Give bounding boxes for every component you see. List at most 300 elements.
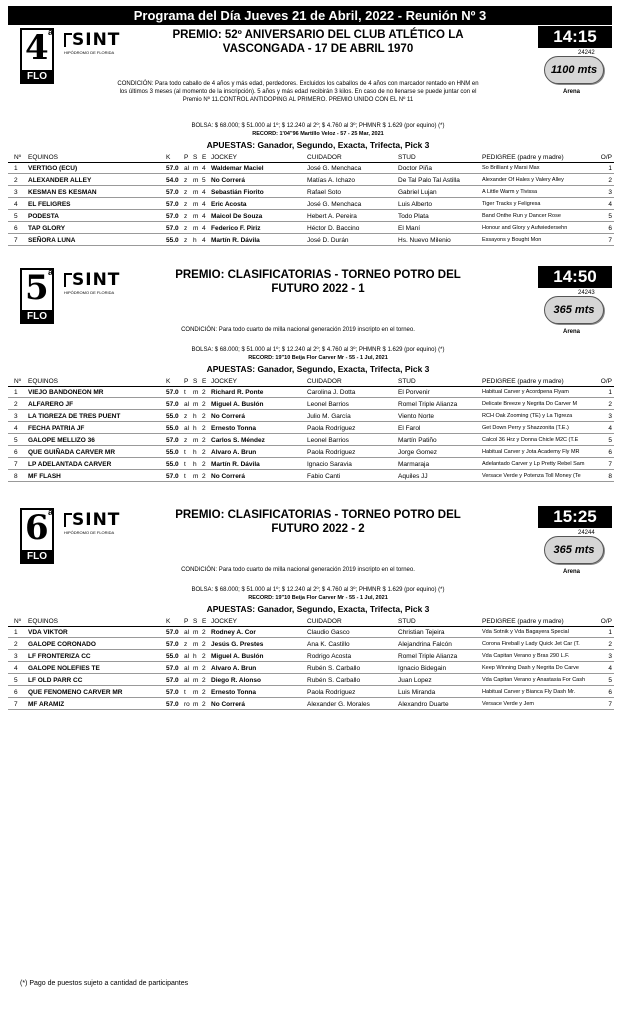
race-title-line2: FUTURO 2022 - 2: [271, 523, 365, 535]
cell-stud: Romel Triple Alianza: [398, 401, 458, 408]
cell-p: z: [184, 213, 188, 220]
cell-jockey: Federico F. Piriz: [211, 225, 261, 232]
table-row: [8, 236, 614, 246]
cell-e: 2: [202, 701, 206, 708]
col-stud: STUD: [398, 378, 416, 385]
cell-k: 57.0: [166, 201, 179, 208]
cell-k: 57.0: [166, 701, 179, 708]
cell-op: 7: [608, 237, 612, 244]
cell-k: 57.0: [166, 189, 179, 196]
cell-op: 7: [608, 701, 612, 708]
col-pedigree: PEDIGREE (padre y madre): [482, 618, 564, 625]
cell-n: 6: [14, 689, 18, 696]
cell-equino: MF FLASH: [28, 473, 61, 480]
cell-pedigree: Vda Sotnik y Vda Bagayera Special: [482, 629, 569, 635]
col-e: E: [202, 154, 207, 161]
cell-stud: Christian Tejeira: [398, 629, 445, 636]
cell-jockey: No Correrá: [211, 177, 245, 184]
col-jockey: JOCKEY: [211, 154, 238, 161]
bet-types: APUESTAS: Ganador, Segundo, Exacta, Trifecta, Pick 3: [206, 604, 430, 614]
condition-line1: CONDICIÓN: Para todo cuarto de milla nacional generación 2019 inscripto en el torneo.: [181, 327, 415, 333]
cell-equino: GALOPE NOLEFIES TE: [28, 665, 100, 672]
cell-equino: GALOPE MELLIZO 36: [28, 437, 95, 444]
cell-s: m: [193, 213, 199, 220]
cell-equino: VERTIGO (ECU): [28, 165, 78, 172]
cell-jockey: Jesús G. Prestes: [211, 641, 264, 648]
col-n: Nº: [14, 154, 22, 161]
cell-s: m: [193, 701, 199, 708]
cell-pedigree: Essayons y Bought Mon: [482, 237, 542, 243]
cell-jockey: Martín R. Dávila: [211, 237, 260, 244]
cell-stud: Hs. Nuevo Milenio: [398, 237, 451, 244]
race-number-box: [20, 508, 54, 552]
cell-stud: Martín Patiño: [398, 437, 437, 444]
condition-line2: los últimos 3 meses (al momento de la inscripción). 5 años y más edad recibirán 3 kilos. En caso de no llenarse se puede juntar con el: [119, 89, 477, 95]
cell-stud: Alejandrina Falcón: [398, 641, 452, 648]
cell-jockey: Ernesto Tonna: [211, 689, 257, 696]
table-row: [8, 424, 614, 434]
cell-s: m: [193, 165, 199, 172]
table-row: [8, 188, 614, 198]
cell-equino: LF FRONTERIZA CC: [28, 653, 91, 660]
cell-k: 57.0: [166, 641, 179, 648]
cell-e: 2: [202, 677, 206, 684]
race-title: [158, 508, 478, 536]
cell-e: 2: [202, 665, 206, 672]
race-number: 6: [25, 508, 49, 548]
cell-s: m: [193, 473, 199, 480]
table-row: [8, 224, 614, 234]
cell-cuidador: Leonel Barrios: [307, 401, 349, 408]
cell-s: m: [193, 389, 199, 396]
bet-types: APUESTAS: Ganador, Segundo, Exacta, Trifecta, Pick 3: [206, 364, 430, 374]
sint-logo: [64, 30, 124, 54]
cell-op: 6: [608, 225, 612, 232]
cell-equino: SEÑORA LUNA: [28, 237, 76, 244]
cell-pedigree: Keep Winning Dash y Negrita Do Carve: [482, 665, 579, 671]
cell-k: 57.0: [166, 665, 179, 672]
cell-pedigree: Calcol 36 Hrz y Donna Chicle M2C (T.E: [482, 437, 579, 443]
track-surface: Arena: [563, 329, 581, 335]
track-surface: Arena: [563, 89, 581, 95]
cell-cuidador: Paola Rodríguez: [307, 689, 356, 696]
cell-pedigree: Habitual Carver y Acordpena Flyam: [482, 389, 569, 395]
flo-badge: FLO: [20, 310, 54, 324]
cell-jockey: Rodney A. Cor: [211, 629, 256, 636]
table-row: [8, 652, 614, 662]
cell-s: h: [193, 425, 197, 432]
cell-cuidador: José D. Durán: [307, 237, 349, 244]
cell-cuidador: Rafael Soto: [307, 189, 341, 196]
bet-types: APUESTAS: Ganador, Segundo, Exacta, Trifecta, Pick 3: [206, 140, 430, 150]
cell-stud: El Farol: [398, 425, 421, 432]
track-record: RECORD: 1'04"96 Martillo Veloz - 57 - 25 Mar, 2021: [252, 131, 384, 137]
cell-cuidador: José G. Menchaca: [307, 165, 362, 172]
table-row: [8, 448, 614, 458]
cell-pedigree: Versace Verde y Jem: [482, 701, 534, 707]
cell-equino: LA TIGREZA DE TRES PUENT: [28, 413, 121, 420]
cell-k: 57.0: [166, 213, 179, 220]
col-s: S: [193, 378, 198, 385]
col-op: O/P: [600, 154, 612, 161]
race-code: 24242: [578, 50, 595, 56]
cell-e: 2: [202, 653, 206, 660]
sint-logo: [64, 270, 124, 294]
cell-e: 2: [202, 689, 206, 696]
distance-badge: 365 mts: [544, 296, 604, 324]
cell-stud: Jorge Gomez: [398, 449, 438, 456]
cell-jockey: Alvaro A. Brun: [211, 449, 257, 456]
col-jockey: JOCKEY: [211, 618, 238, 625]
purse-info: [88, 122, 548, 138]
col-k: K: [166, 154, 171, 161]
cell-k: 57.0: [166, 437, 179, 444]
table-row: [8, 388, 614, 398]
col-stud: STUD: [398, 618, 416, 625]
cell-e: 4: [202, 165, 206, 172]
cell-p: z: [184, 437, 188, 444]
cell-p: z: [184, 201, 188, 208]
purse-text: BOLSA: $ 68.000; $ 51.000 al 1º; $ 12.240 al 2º; $ 4.760 al 3º; PHMNR $ 1.629 (por equino) (*): [191, 347, 445, 353]
race-number-ordinal: a: [48, 27, 54, 37]
cell-jockey: Richard R. Ponte: [211, 389, 264, 396]
cell-pedigree: Alexander Of Hales y Valery Alley: [482, 177, 564, 183]
cell-equino: QUE FENOMENO CARVER MR: [28, 689, 123, 696]
cell-e: 2: [202, 641, 206, 648]
cell-pedigree: Versace Verde y Potenza Toll Money (Te: [482, 473, 581, 479]
col-k: K: [166, 618, 171, 625]
race-block: [8, 266, 614, 511]
cell-e: 4: [202, 201, 206, 208]
purse-info: [88, 586, 548, 602]
cell-e: 2: [202, 401, 206, 408]
cell-op: 2: [608, 177, 612, 184]
cell-stud: Ignacio Bidegain: [398, 665, 447, 672]
col-cuidador: CUIDADOR: [307, 154, 342, 161]
cell-stud: Juan Lopez: [398, 677, 432, 684]
cell-p: z: [184, 177, 188, 184]
flo-badge: FLO: [20, 70, 54, 84]
cell-cuidador: Paola Rodríguez: [307, 449, 356, 456]
cell-equino: VDA VIKTOR: [28, 629, 68, 636]
cell-jockey: No Correrá: [211, 413, 245, 420]
cell-stud: El Porvenir: [398, 389, 430, 396]
cell-cuidador: Claudio Gasco: [307, 629, 350, 636]
cell-pedigree: Adelantado Carver y Lp Pretty Rebel Sam: [482, 461, 585, 467]
col-s: S: [193, 154, 198, 161]
cell-p: al: [184, 401, 190, 408]
cell-p: al: [184, 665, 190, 672]
cell-e: 5: [202, 177, 206, 184]
cell-n: 8: [14, 473, 18, 480]
distance-badge: 1100 mts: [544, 56, 604, 84]
cell-equino: ALFARERO JF: [28, 401, 74, 408]
cell-k: 54.0: [166, 177, 179, 184]
logo-text: SINT: [72, 30, 121, 50]
cell-pedigree: Habitual Carver y Bianca Fly Dash Mr.: [482, 689, 576, 695]
cell-e: 2: [202, 425, 206, 432]
col-s: S: [193, 618, 198, 625]
cell-n: 2: [14, 641, 18, 648]
cell-equino: FECHA PATRIA JF: [28, 425, 85, 432]
cell-cuidador: Rubén S. Carballo: [307, 677, 361, 684]
cell-n: 4: [14, 425, 18, 432]
cell-op: 3: [608, 189, 612, 196]
cell-n: 5: [14, 437, 18, 444]
logo-subtitle: HIPÓDROMO DE FLORIDA: [64, 530, 115, 535]
cell-equino: GALOPE CORONADO: [28, 641, 96, 648]
logo-text: SINT: [72, 270, 121, 290]
cell-stud: Luis Alberto: [398, 201, 432, 208]
cell-cuidador: Ana K. Castillo: [307, 641, 350, 648]
cell-jockey: Sebastián Fiorito: [211, 189, 264, 196]
cell-op: 4: [608, 665, 612, 672]
col-equinos: EQUINOS: [28, 618, 58, 625]
entries-header: [8, 617, 614, 627]
race-title-line2: FUTURO 2022 - 1: [271, 283, 365, 295]
table-row: [8, 460, 614, 470]
cell-op: 5: [608, 213, 612, 220]
cell-n: 3: [14, 413, 18, 420]
cell-e: 2: [202, 473, 206, 480]
cell-e: 4: [202, 237, 206, 244]
cell-k: 57.0: [166, 401, 179, 408]
cell-k: 55.0: [166, 461, 179, 468]
cell-stud: Alexandro Duarte: [398, 701, 449, 708]
race-number-ordinal: a: [48, 507, 54, 517]
cell-k: 57.0: [166, 225, 179, 232]
cell-jockey: Alvaro A. Brun: [211, 665, 257, 672]
track-record: RECORD: 19"10 Beija Flor Carver Mr - 55 - 1 Jul, 2021: [248, 355, 388, 361]
cell-cuidador: Matías A. Ichazo: [307, 177, 356, 184]
cell-equino: PODESTA: [28, 213, 59, 220]
table-row: [8, 688, 614, 698]
cell-s: h: [193, 237, 197, 244]
cell-e: 2: [202, 437, 206, 444]
race-block: [8, 506, 614, 751]
cell-p: t: [184, 461, 186, 468]
cell-cuidador: Hebert A. Pereira: [307, 213, 357, 220]
cell-equino: EL FELIGRES: [28, 201, 71, 208]
cell-k: 57.0: [166, 389, 179, 396]
race-time: 14:50: [538, 266, 612, 288]
logo-subtitle: HIPÓDROMO DE FLORIDA: [64, 290, 115, 295]
cell-s: h: [193, 461, 197, 468]
cell-op: 7: [608, 461, 612, 468]
cell-equino: ALEXANDER ALLEY: [28, 177, 92, 184]
cell-s: m: [193, 677, 199, 684]
col-e: E: [202, 378, 207, 385]
cell-op: 2: [608, 401, 612, 408]
flo-badge: FLO: [20, 550, 54, 564]
table-row: [8, 212, 614, 222]
cell-pedigree: Band Onthe Run y Dancer Rose: [482, 213, 561, 219]
cell-stud: Doctor Piña: [398, 165, 432, 172]
col-n: Nº: [14, 618, 22, 625]
cell-op: 1: [608, 165, 612, 172]
race-code: 24244: [578, 530, 595, 536]
cell-jockey: No Correrá: [211, 701, 245, 708]
cell-s: m: [193, 225, 199, 232]
table-row: [8, 436, 614, 446]
cell-p: z: [184, 641, 188, 648]
cell-cuidador: Héctor D. Baccino: [307, 225, 360, 232]
cell-n: 7: [14, 701, 18, 708]
cell-pedigree: Vda Capitan Verano y Anastasia For Cash: [482, 677, 586, 683]
cell-stud: Gabriel Lujan: [398, 189, 437, 196]
cell-k: 55.0: [166, 425, 179, 432]
cell-jockey: Miguel A. Buslón: [211, 653, 264, 660]
sint-logo: [64, 510, 124, 534]
cell-e: 4: [202, 189, 206, 196]
cell-pedigree: Get Down Perry y Shazzonita (T.E.): [482, 425, 569, 431]
cell-p: al: [184, 425, 190, 432]
cell-p: z: [184, 189, 188, 196]
table-row: [8, 472, 614, 482]
cell-s: m: [193, 401, 199, 408]
col-op: O/P: [600, 618, 612, 625]
table-row: [8, 400, 614, 410]
table-row: [8, 200, 614, 210]
cell-p: t: [184, 473, 186, 480]
cell-cuidador: Carolina J. Dotta: [307, 389, 356, 396]
cell-s: m: [193, 641, 199, 648]
cell-jockey: Eric Acosta: [211, 201, 247, 208]
cell-cuidador: Paola Rodríguez: [307, 425, 356, 432]
cell-stud: Viento Norte: [398, 413, 435, 420]
cell-k: 55.0: [166, 653, 179, 660]
cell-cuidador: Rubén S. Carballo: [307, 665, 361, 672]
condition-line1: CONDICIÓN: Para todo cuarto de milla nacional generación 2019 inscripto en el torneo.: [181, 567, 415, 573]
cell-stud: Marmaraja: [398, 461, 430, 468]
race-condition: [148, 566, 448, 574]
cell-n: 4: [14, 201, 18, 208]
col-p: P: [184, 618, 189, 625]
cell-pedigree: Tiger Tracks y Feligresa: [482, 201, 541, 207]
race-title-line2: VASCONGADA - 17 DE ABRIL 1970: [222, 43, 414, 55]
cell-s: m: [193, 665, 199, 672]
cell-e: 2: [202, 413, 206, 420]
cell-jockey: Diego R. Alonso: [211, 677, 261, 684]
cell-e: 4: [202, 213, 206, 220]
cell-p: ro: [184, 701, 190, 708]
condition-line3: Premio Nº 11.CONTROL ANTIDOPING AL PRIMERO. PREMIO UNIDO CON EL Nº 11: [182, 97, 414, 103]
col-e: E: [202, 618, 207, 625]
cell-op: 3: [608, 413, 612, 420]
logo-text: SINT: [72, 510, 121, 530]
logo-subtitle: HIPÓDROMO DE FLORIDA: [64, 50, 115, 55]
cell-stud: Luis Miranda: [398, 689, 436, 696]
race-condition: [148, 326, 448, 334]
cell-equino: LP ADELANTADA CARVER: [28, 461, 112, 468]
cell-n: 2: [14, 177, 18, 184]
cell-cuidador: José G. Menchaca: [307, 201, 362, 208]
cell-jockey: Martín R. Dávila: [211, 461, 260, 468]
cell-p: al: [184, 677, 190, 684]
cell-op: 5: [608, 677, 612, 684]
logo-mark-icon: [64, 513, 72, 527]
col-cuidador: CUIDADOR: [307, 378, 342, 385]
col-p: P: [184, 378, 189, 385]
cell-p: al: [184, 165, 190, 172]
cell-s: m: [193, 177, 199, 184]
cell-k: 57.0: [166, 165, 179, 172]
cell-op: 4: [608, 425, 612, 432]
logo-mark-icon: [64, 33, 72, 47]
cell-cuidador: Alexander G. Morales: [307, 701, 370, 708]
cell-p: z: [184, 225, 188, 232]
cell-pedigree: A Little Warm y Tivissa: [482, 189, 538, 195]
race-title: [158, 28, 478, 56]
table-row: [8, 176, 614, 186]
cell-jockey: Maicol De Souza: [211, 213, 263, 220]
race-code: 24243: [578, 290, 595, 296]
cell-pedigree: Delicate Breeze y Negrita Do Carver M: [482, 401, 578, 407]
cell-op: 2: [608, 641, 612, 648]
col-stud: STUD: [398, 154, 416, 161]
cell-s: m: [193, 629, 199, 636]
cell-n: 3: [14, 189, 18, 196]
race-title-line1: PREMIO: CLASIFICATORIAS - TORNEO POTRO DEL: [175, 269, 461, 281]
cell-n: 7: [14, 237, 18, 244]
cell-s: h: [193, 449, 197, 456]
table-row: [8, 640, 614, 650]
cell-p: t: [184, 449, 186, 456]
col-n: Nº: [14, 378, 22, 385]
cell-stud: De Tal Palo Tal Astilla: [398, 177, 460, 184]
cell-cuidador: Leonel Barrios: [307, 437, 349, 444]
cell-op: 4: [608, 201, 612, 208]
purse-text: BOLSA: $ 68.000; $ 51.000 al 1º; $ 12.240 al 2º; $ 4.760 al 3º; PHMNR $ 1.629 (por equino) (*): [191, 123, 445, 129]
col-cuidador: CUIDADOR: [307, 618, 342, 625]
cell-op: 6: [608, 689, 612, 696]
cell-pedigree: RCH Oak Zooming (TE) y La Tigreza: [482, 413, 573, 419]
cell-n: 2: [14, 401, 18, 408]
condition-line1: CONDICIÓN: Para todo caballo de 4 años y más edad, perdedores. Excluidos los caballos de 4 años con marcador rentado en HNM en: [117, 81, 479, 87]
cell-pedigree: Vda Capitan Verano y Bras 290 L.F.: [482, 653, 570, 659]
race-number: 5: [25, 268, 49, 308]
entries-header: [8, 377, 614, 387]
cell-equino: TAP GLORY: [28, 225, 66, 232]
program-title: Programa del Día Jueves 21 de Abril, 2022 - Reunión Nº 3: [8, 6, 612, 25]
cell-k: 57.0: [166, 677, 179, 684]
cell-cuidador: Ignacio Saravia: [307, 461, 352, 468]
cell-n: 7: [14, 461, 18, 468]
cell-jockey: No Correrá: [211, 473, 245, 480]
race-time: 14:15: [538, 26, 612, 48]
footnote: (*) Pago de puestos sujeto a cantidad de participantes: [20, 980, 189, 987]
race-block: [8, 26, 614, 271]
col-equinos: EQUINOS: [28, 154, 58, 161]
cell-equino: VIEJO BANDONEON MR: [28, 389, 104, 396]
logo-mark-icon: [64, 273, 72, 287]
cell-stud: El Maní: [398, 225, 421, 232]
cell-n: 4: [14, 665, 18, 672]
cell-pedigree: Habitual Carver y Jota Academy Fly MR: [482, 449, 580, 455]
track-surface: Arena: [563, 569, 581, 575]
col-pedigree: PEDIGREE (padre y madre): [482, 378, 564, 385]
cell-jockey: Miguel A. Buslón: [211, 401, 264, 408]
cell-cuidador: Rodrigo Acosta: [307, 653, 352, 660]
cell-e: 4: [202, 225, 206, 232]
race-title: [158, 268, 478, 296]
table-row: [8, 700, 614, 710]
cell-equino: KESMAN ES KESMAN: [28, 189, 97, 196]
cell-e: 2: [202, 461, 206, 468]
cell-n: 6: [14, 449, 18, 456]
col-p: P: [184, 154, 189, 161]
cell-p: al: [184, 629, 190, 636]
